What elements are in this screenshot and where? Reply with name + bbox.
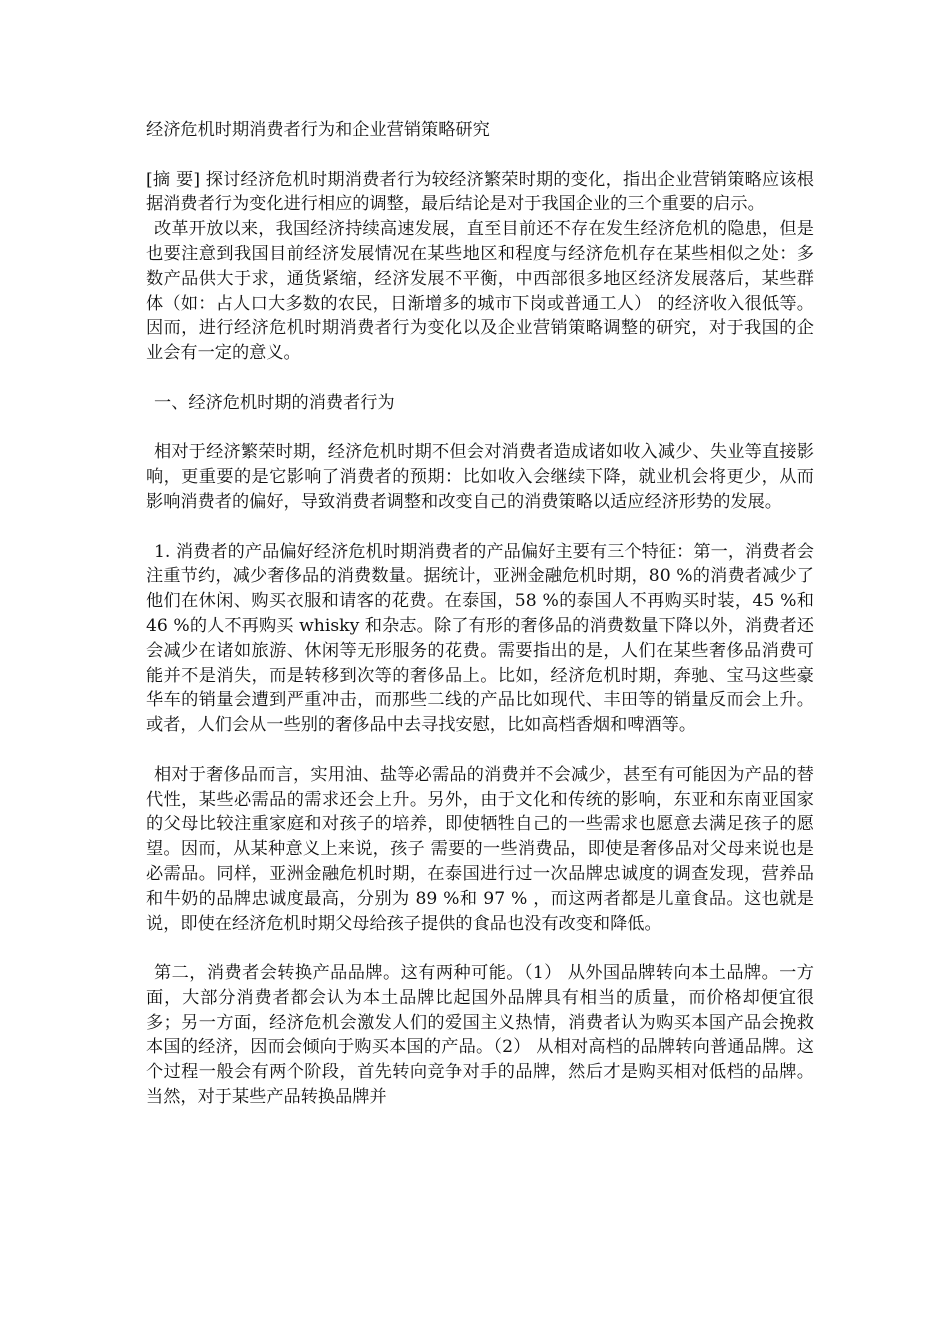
document-title: 经济危机时期消费者行为和企业营销策略研究 — [146, 120, 490, 140]
body-paragraph-1: 相对于经济繁荣时期，经济危机时期不但会对消费者造成诸如收入减少、失业等直接影响，更重要的是它影响了消费者的预期：比如收入会继续下降，就业机会将更少，从而影响消费者的偏好，导致消费者调整和改变自己的消费策略以适应经济形势的发展。 — [146, 442, 814, 512]
section-heading-1: 一、经济危机时期的消费者行为 — [154, 392, 395, 413]
body-paragraph-3: 相对于奢侈品而言，实用油、盐等必需品的消费并不会减少，甚至有可能因为产品的替代性，某些必需品的需求还会上升。另外，由于文化和传统的影响，东亚和东南亚国家的父母比较注重家庭和对孩子的培养，即使牺牲自己的一些需求也愿意去满足孩子的愿望。因而，从某种意义上来说，孩子 需要的一些消费品，即使是奢侈品对父母来说也是必需品。同样，亚洲金融危机时期，在泰国进行过一次品牌忠诚度的调查发现，营养品和牛奶的品牌忠诚度最高，分别为 89 %和 97 % ，而这两者都是儿童食品。这也就是说，即使在经济危机时期父母给孩子提供的食品也没有改变和降低。 — [146, 764, 814, 934]
body-paragraph-4: 第二，消费者会转换产品品牌。这有两种可能。（1） 从外国品牌转向本土品牌。一方面，大部分消费者都会认为本土品牌比起国外品牌具有相当的质量，而价格却便宜很多；另一方面，经济危机会激发人们的爱国主义热情，消费者认为购买本国产品会挽救本国的经济，因而会倾向于购买本国的产品。（2） 从相对高档的品牌转向普通品牌。这个过程一般会有两个阶段，首先转向竞争对手的品牌，然后才是购买相对低档的品牌。当然，对于某些产品转换品牌并 — [146, 963, 814, 1108]
abstract-paragraph: [摘 要] 探讨经济危机时期消费者行为较经济繁荣时期的变化，指出企业营销策略应该根据消费者行为变化进行相应的调整，最后结论是对于我国企业的三个重要的启示。 — [146, 169, 814, 215]
body-paragraph-2: 1. 消费者的产品偏好经济危机时期消费者的产品偏好主要有三个特征：第一，消费者会注重节约，减少奢侈品的消费数量。据统计，亚洲金融危机时期，80 %的消费者减少了他们在休闲、购买衣服和请客的花费。在泰国，58 %的泰国人不再购买时装，45 %和 46 %的人不再购买 whisky 和杂志。除了有形的奢侈品的消费数量下降以外，消费者还会减少在诸如旅游、休闲等无形服务的花费。需要指出的是，人们在某些奢侈品消费可能并不是消失，而是转移到次等的奢侈品上。比如，经济危机时期，奔驰、宝马这些豪华车的销量会遭到严重冲击，而那些二线的产品比如现代、丰田等的销量反而会上升。或者，人们会从一些别的奢侈品中去寻找安慰，比如高档香烟和啤酒等。 — [146, 541, 814, 736]
document-body — [146, 118, 814, 1110]
intro-paragraph: 改革开放以来，我国经济持续高速发展，直至目前还不存在发生经济危机的隐患，但是也要注意到我国目前经济发展情况在某些地区和程度与经济危机存在某些相似之处：多数产品供大于求，通货紧缩，经济发展不平衡，中西部很多地区经济发展落后，某些群体（如：占人口大多数的农民，日渐增多的城市下岗或普通工人） 的经济收入很低等。因而，进行经济危机时期消费者行为变化以及企业营销策略调整的研究，对于我国的企业会有一定的意义。 — [146, 219, 814, 364]
